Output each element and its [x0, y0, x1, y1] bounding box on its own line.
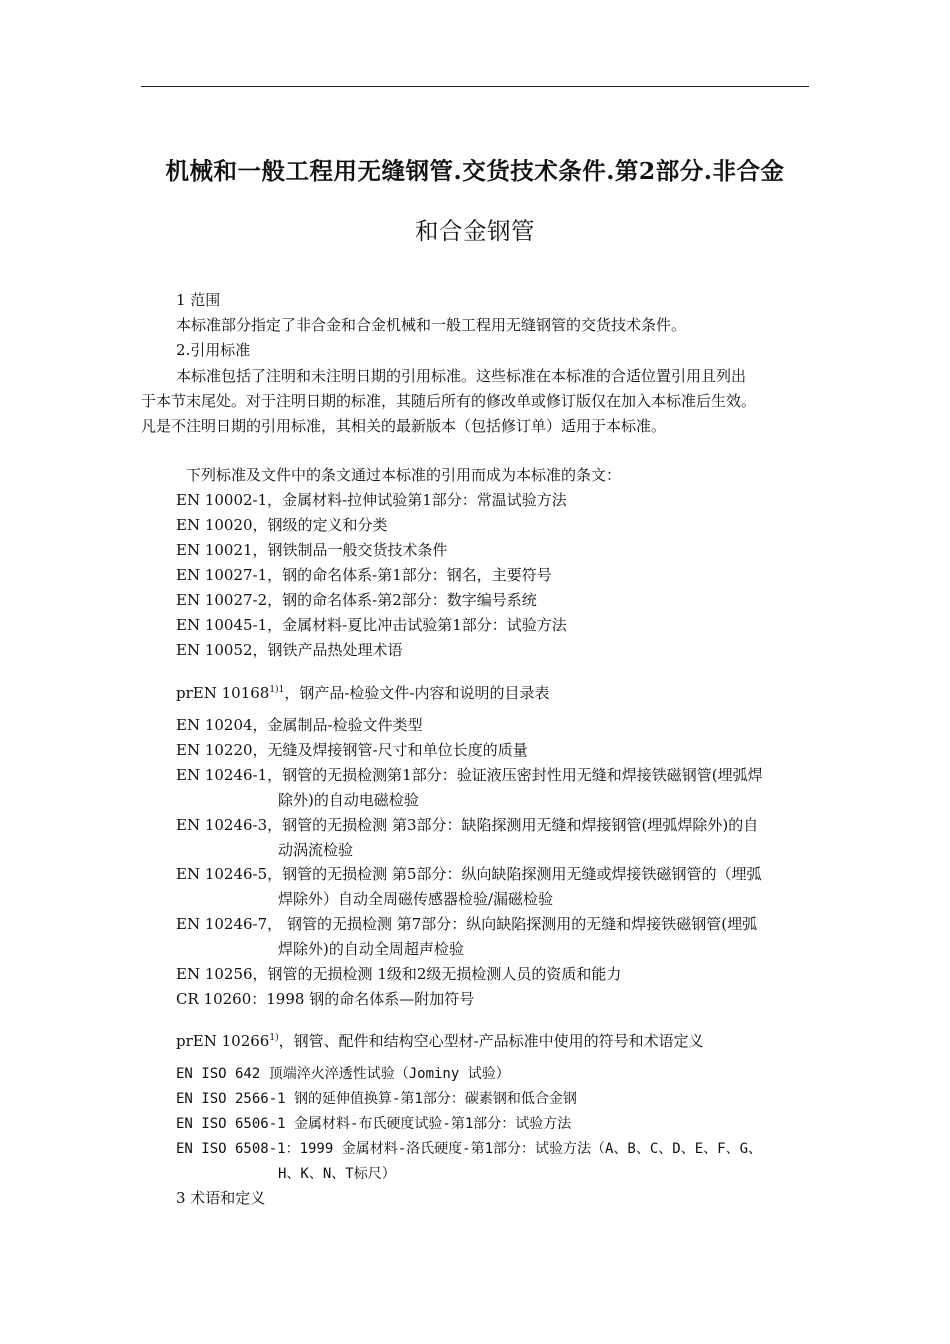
reference-item-iso6508-line2: H、K、N、T标尺）	[278, 1166, 396, 1182]
reference-item: EN 10052，钢铁产品热处理术语	[176, 641, 403, 659]
section2-heading: 2.引用标准	[176, 341, 251, 359]
section2-body-line1: 本标准包括了注明和未注明日期的引用标准。这些标准在本标准的合适位置引用且列出	[176, 367, 747, 385]
reference-item: EN 10256，钢管的无损检测 1级和2级无损检测人员的资质和能力	[176, 965, 622, 983]
section1-heading: 1 范围	[176, 291, 221, 309]
reference-item-iso: EN ISO 2566-1 钢的延伸值换算-第1部分：碳素钢和低合金钢	[176, 1091, 577, 1107]
reference-item-line2: 动涡流检验	[278, 841, 354, 859]
reference-item-line1: EN 10246-5，钢管的无损检测 第5部分：纵向缺陷探测用无缝或焊接铁磁钢管的（埋弧	[176, 865, 762, 883]
document-title-line1: 机械和一般工程用无缝钢管.交货技术条件.第2部分.非合金	[165, 157, 785, 185]
reference-item-line2: 焊除外）自动全周磁传感器检验/漏磁检验	[278, 890, 554, 908]
section2-body-line2: 于本节末尾处。对于注明日期的标准，其随后所有的修改单或修订版仅在加入本标准后生效。	[141, 392, 757, 410]
reference-item-iso6508-line1: EN ISO 6508-1：1999 金属材料-洛氏硬度-第1部分：试验方法（A、B、C、D、E、F、G、	[176, 1141, 763, 1157]
reference-item-iso: EN ISO 6506-1 金属材料-布氏硬度试验-第1部分：试验方法	[176, 1116, 572, 1132]
reference-item-line1: EN 10246-3，钢管的无损检测 第3部分：缺陷探测用无缝和焊接钢管(埋弧焊除外)的自	[176, 816, 759, 834]
section1-body: 本标准部分指定了非合金和合金机械和一般工程用无缝钢管的交货技术条件。	[176, 316, 687, 334]
section3-heading: 3 术语和定义	[176, 1189, 266, 1207]
reference-item-line1: EN 10246-1，钢管的无损检测第1部分：验证液压密封性用无缝和焊接铁磁钢管(埋弧焊	[176, 766, 763, 784]
reference-item-pren10168: prEN $10168^{1)1}$，钢产品-检验文件-内容和说明的目录表	[176, 684, 550, 702]
reference-item: EN 10020，钢级的定义和分类	[176, 516, 388, 534]
reference-item: EN 10204，金属制品-检验文件类型	[176, 716, 423, 734]
reference-item: EN 10002-1，金属材料-拉伸试验第1部分：常温试验方法	[176, 491, 567, 509]
reference-item: CR 10260：1998 钢的命名体系—附加符号	[176, 990, 475, 1008]
document-title-line2: 和合金钢管	[415, 217, 535, 245]
reference-item-line2: 除外)的自动电磁检验	[278, 791, 419, 809]
reference-item-iso: EN ISO 642 顶端淬火淬透性试验（Jominy 试验）	[176, 1066, 510, 1082]
reference-item-pren10266: prEN 10266$^{1)}$，钢管、配件和结构空心型材-产品标准中使用的符号和术语定义	[176, 1032, 704, 1050]
reference-item: EN 10027-2，钢的命名体系-第2部分：数字编号系统	[176, 591, 537, 609]
reference-item-line1: EN 10246-7， 钢管的无损检测 第7部分：纵向缺陷探测用的无缝和焊接铁磁钢管(埋弧	[176, 915, 758, 933]
section2-body-line3: 凡是不注明日期的引用标准，其相关的最新版本（包括修订单）适用于本标准。	[141, 417, 667, 435]
reference-item-line2: 焊除外)的自动全周超声检验	[278, 940, 464, 958]
references-intro: 下列标准及文件中的条文通过本标准的引用而成为本标准的条文：	[186, 466, 622, 484]
header-rule	[141, 86, 809, 87]
reference-item: EN 10027-1，钢的命名体系-第1部分：钢名，主要符号	[176, 566, 552, 584]
reference-item: EN 10220，无缝及焊接钢管-尺寸和单位长度的质量	[176, 741, 528, 759]
reference-item: EN 10045-1，金属材料-夏比冲击试验第1部分：试验方法	[176, 616, 567, 634]
reference-item: EN 10021，钢铁制品一般交货技术条件	[176, 541, 448, 559]
